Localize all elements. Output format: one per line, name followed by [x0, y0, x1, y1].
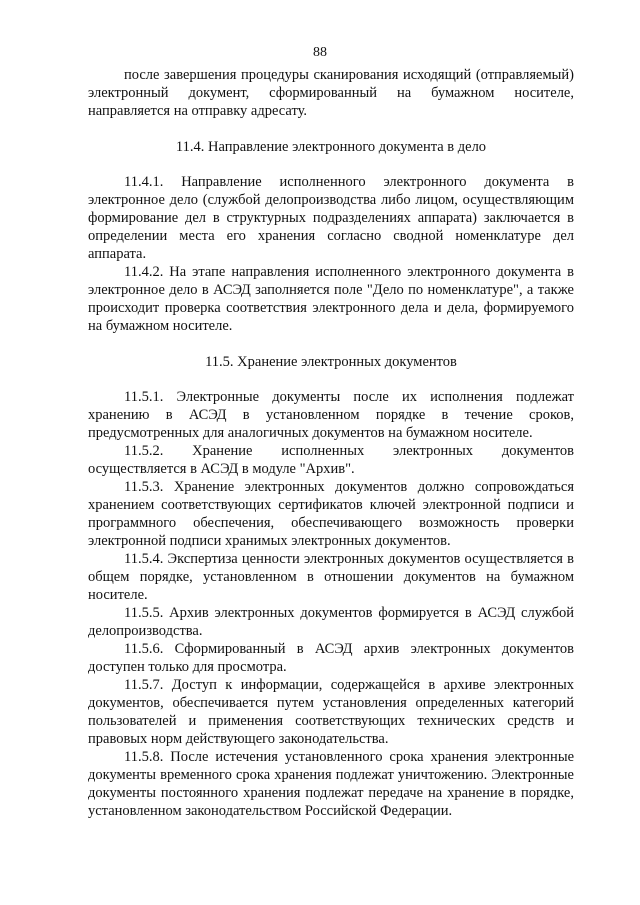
- paragraph-11-5-5: 11.5.5. Архив электронных документов формируется в АСЭД службой делопроизводства.: [88, 605, 574, 639]
- paragraph-11-5-7: 11.5.7. Доступ к информации, содержащейся в архиве электронных документов, обеспечивается путем установления определенных категорий пользователей и применения соответствующих технических средств и правовых норм действующего законодательства.: [88, 677, 574, 747]
- paragraph-11-5-1: 11.5.1. Электронные документы после их исполнения подлежат хранению в АСЭД в установленном порядке в течение сроков, предусмотренных для аналогичных документов на бумажном носителе.: [88, 389, 574, 441]
- paragraph-continuation: после завершения процедуры сканирования исходящий (отправляемый) электронный документ, сформированный на бумажном носителе, направляется на отправку адресату.: [88, 67, 574, 119]
- section-heading-11-5: 11.5. Хранение электронных документов: [205, 354, 457, 370]
- page-number: 88: [313, 45, 327, 60]
- paragraph-11-5-8: 11.5.8. После истечения установленного срока хранения электронные документы временного срока хранения подлежат уничтожению. Электронные документы постоянного хранения подлежат передаче на хранение в порядке, установленном законодательством Российской Федерации.: [88, 749, 574, 819]
- paragraph-11-5-4: 11.5.4. Экспертиза ценности электронных документов осуществляется в общем порядке, установленном в отношении документов на бумажном носителе.: [88, 551, 574, 603]
- paragraph-11-5-3: 11.5.3. Хранение электронных документов должно сопровождаться хранением соответствующих сертификатов ключей электронной подписи и программного обеспечения, обеспечивающего возможность проверки электронной подписи хранимых электронных документов.: [88, 479, 574, 549]
- paragraph-11-4-1: 11.4.1. Направление исполненного электронного документа в электронное дело (службой делопроизводства либо лицом, осуществляющим формирование дел в структурных подразделениях аппарата) заключается в определении места его хранения согласно сводной номенклатуре дел аппарата.: [88, 174, 574, 262]
- document-body: [88, 66, 574, 820]
- paragraph-11-5-6: 11.5.6. Сформированный в АСЭД архив электронных документов доступен только для просмотра.: [88, 641, 574, 675]
- section-heading-11-4: 11.4. Направление электронного документа в дело: [175, 139, 487, 155]
- paragraph-11-4-2: 11.4.2. На этапе направления исполненного электронного документа в электронное дело в АСЭД заполняется поле "Дело по номенклатуре", а также происходит проверка соответствия электронного дела и дела, формируемого на бумажном носителе.: [88, 264, 574, 334]
- paragraph-11-5-2: 11.5.2. Хранение исполненных электронных документов осуществляется в АСЭД в модуле "Архив".: [88, 443, 574, 477]
